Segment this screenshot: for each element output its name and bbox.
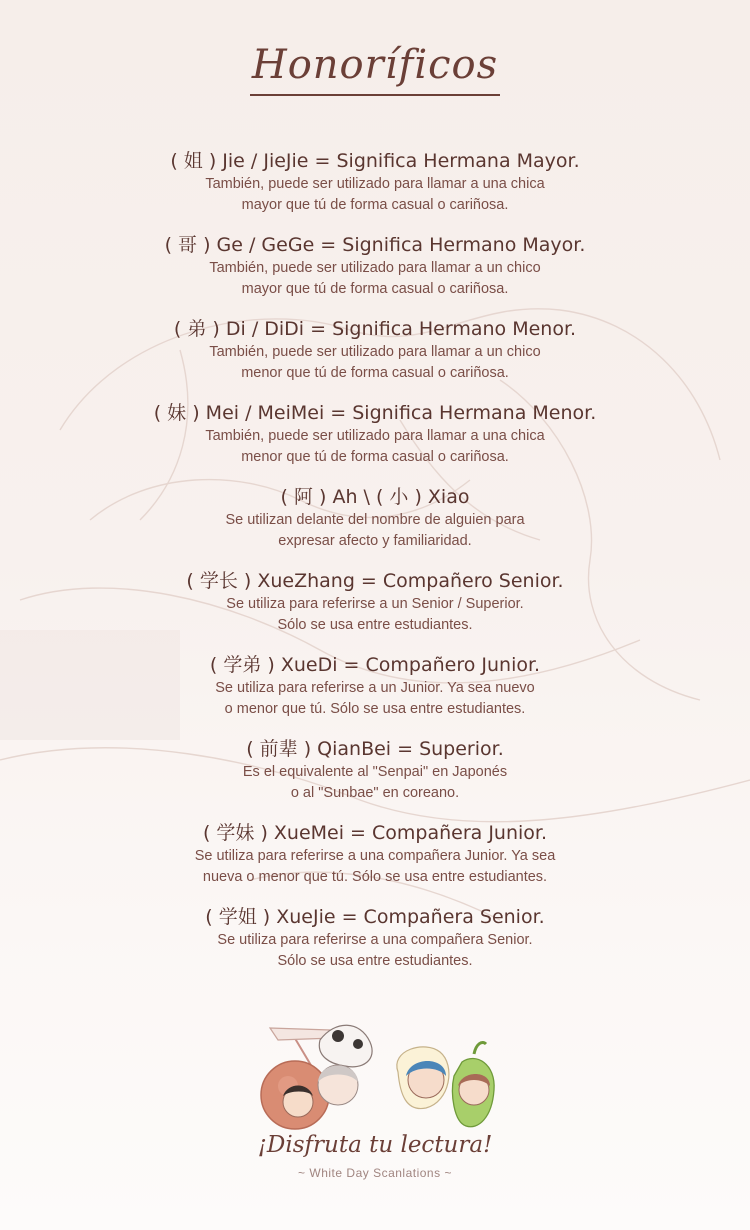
honorific-description-line: También, puede ser utilizado para llamar a un chico: [209, 260, 541, 276]
honorific-term: ( 姐 ) Jie / JieJie = Significa Hermana Mayor.: [170, 150, 580, 172]
honorific-description-line: Se utiliza para referirse a un Senior / Superior.: [226, 596, 524, 612]
honorific-description-line: o al "Sunbae" en coreano.: [290, 785, 460, 801]
honorific-entry-di: [0, 316, 750, 400]
honorific-term: ( 哥 ) Ge / GeGe = Significa Hermano Mayor.: [164, 234, 586, 256]
honorific-description-line: nueva o menor que tú. Sólo se usa entre estudiantes.: [202, 869, 548, 885]
honorific-entry-xuejie: [0, 904, 750, 988]
honorific-description-line: mayor que tú de forma casual o cariñosa.: [241, 281, 509, 297]
honorific-entry-xuezhang: [0, 568, 750, 652]
honorific-description-line: o menor que tú. Sólo se usa entre estudiantes.: [224, 701, 526, 717]
honorific-description-line: menor que tú de forma casual o cariñosa.: [241, 449, 509, 465]
honorific-entry-jie: [0, 148, 750, 232]
honorific-description-line: También, puede ser utilizado para llamar a un chico: [209, 344, 541, 360]
honorific-term: ( 学妹 ) XueMei = Compañera Junior.: [202, 822, 548, 844]
honorific-description-line: Sólo se usa entre estudiantes.: [277, 617, 473, 633]
honorific-entry-qianbei: [0, 736, 750, 820]
honorific-description-line: Se utiliza para referirse a un Junior. Ya sea nuevo: [215, 680, 535, 696]
honorific-term: ( 弟 ) Di / DiDi = Significa Hermano Menor.: [173, 318, 577, 340]
honorific-description-line: También, puede ser utilizado para llamar a una chica: [205, 428, 545, 444]
page-title: Honoríficos: [250, 42, 500, 96]
honorific-description-line: Sólo se usa entre estudiantes.: [277, 953, 473, 969]
chibi-characters-illustration: [250, 1010, 500, 1135]
footer: [0, 1010, 750, 1190]
honorific-term: ( 学长 ) XueZhang = Compañero Senior.: [186, 570, 564, 592]
honorific-description-line: Se utiliza para referirse a una compañera Senior.: [217, 932, 533, 948]
honorific-entry-xuemei: [0, 820, 750, 904]
honorific-description-line: También, puede ser utilizado para llamar a una chica: [205, 176, 545, 192]
scanlation-group-name: ~ White Day Scanlations ~: [298, 1166, 452, 1180]
honorific-description-line: Se utiliza para referirse a una compañera Junior. Ya sea: [194, 848, 556, 864]
honorific-term: ( 阿 ) Ah \ ( 小 ) Xiao: [280, 486, 470, 508]
honorific-entry-ge: [0, 232, 750, 316]
honorific-description-line: Se utilizan delante del nombre de alguien para: [225, 512, 525, 528]
honorific-entry-xuedi: [0, 652, 750, 736]
honorific-term: ( 前辈 ) QianBei = Superior.: [246, 738, 504, 760]
honorific-term: ( 学姐 ) XueJie = Compañera Senior.: [205, 906, 545, 928]
honorific-description-line: expresar afecto y familiaridad.: [278, 533, 472, 549]
honorific-description-line: menor que tú de forma casual o cariñosa.: [241, 365, 509, 381]
honorific-term: ( 妹 ) Mei / MeiMei = Significa Hermana Menor.: [153, 402, 597, 424]
honorific-entry-mei: [0, 400, 750, 484]
honorific-description-line: mayor que tú de forma casual o cariñosa.: [241, 197, 509, 213]
honorific-description-line: Es el equivalente al "Senpai" en Japonés: [242, 764, 508, 780]
honorifics-list: [0, 148, 750, 988]
honorific-term: ( 学弟 ) XueDi = Compañero Junior.: [209, 654, 541, 676]
honorific-entry-ah-xiao: [0, 484, 750, 568]
enjoy-reading-slogan: ¡Disfruta tu lectura!: [257, 1132, 493, 1158]
